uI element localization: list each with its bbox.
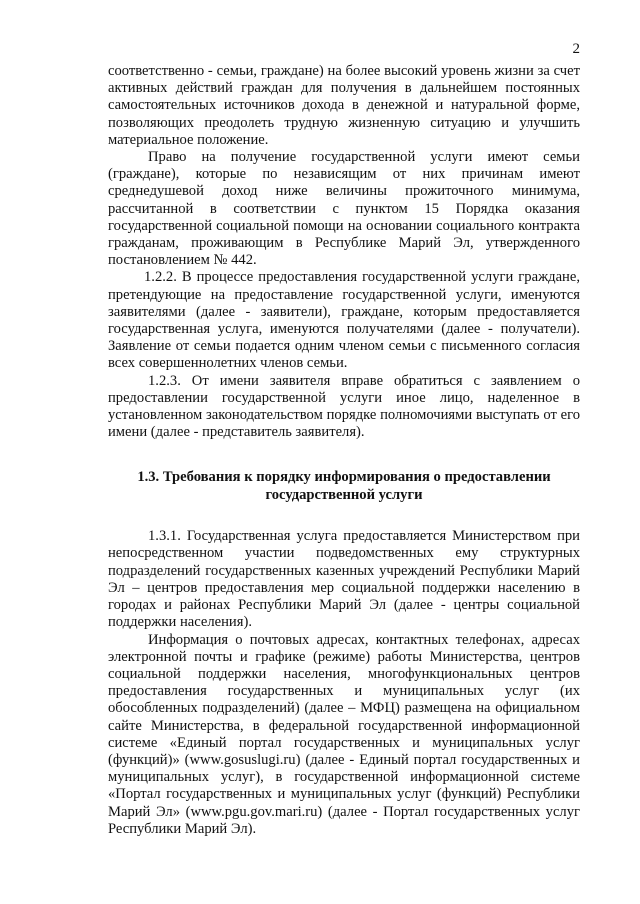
paragraph-eligibility: Право на получение государственной услуги имеют семьи (граждане), которые по независящим от них причинам имеют среднедушевой доход ниже величины прожиточного минимума, рассчитанной в соответствии с пунктом 15 Порядка оказания государственной социальной помощи на основании социального контракта гражданам, проживающим в Республике Марий Эл, утвержденного постановлением № 442. xyxy=(108,149,580,269)
document-body xyxy=(108,63,580,838)
section-heading-line2: государственной услуги xyxy=(265,486,423,503)
document-page xyxy=(108,0,580,904)
paragraph-1-2-3: 1.2.3. От имени заявителя вправе обратиться с заявлением о предоставлении государственной услуги иное лицо, наделенное в установленном законодательством порядке полномочиями выступать от его имени (далее - представитель заявителя). xyxy=(108,372,580,441)
paragraph-1-3-1: 1.3.1. Государственная услуга предоставляется Министерством при непосредственном участии подведомственных ему структурных подразделений государственных казенных учреждений Республики Марий Эл – центров предоставления мер социальной поддержки населению в городах и районах Республики Марий Эл (далее - центры социальной поддержки населения). xyxy=(108,528,580,631)
paragraph-contact-info: Информация о почтовых адресах, контактных телефонах, адресах электронной почты и графике (режиме) работы Министерства, центров социальной поддержки населения, многофункциональных центров предоставления государственных и муниципальных услуг (их обособленных подразделений) (далее – МФЦ) размещена на официальном сайте Министерства, в федеральной государственной информационной системе «Единый портал государственных и муниципальных услуг (функций)» (www.gosuslugi.ru) (далее - Единый портал государственных и муниципальных услуг), в государственной информационной системе «Портал государственных и муниципальных услуг (функций) Республики Марий Эл» (www.pgu.gov.mari.ru) (далее - Портал государственных услуг Республики Марий Эл). xyxy=(108,631,580,837)
section-heading-1-3 xyxy=(108,469,580,504)
paragraph-continuation: соответственно - семьи, граждане) на более высокий уровень жизни за счет активных действий граждан для получения в дальнейшем постоянных самостоятельных источников дохода в денежной и натуральной форме, позволяющих преодолеть трудную жизненную ситуацию и улучшить материальное положение. xyxy=(108,63,580,148)
page-number: 2 xyxy=(572,41,580,57)
section-heading-line1: 1.3. Требования к порядку информирования о предоставлении xyxy=(137,469,551,486)
paragraph-1-2-2: 1.2.2. В процессе предоставления государственной услуги граждане, претендующие на предоставление государственной услуги, именуются заявителями (далее - заявители), граждане, которым предоставляется государственная услуга, именуются получателями (далее - получатели). Заявление от семьи подается одним членом семьи с письменного согласия всех совершеннолетних членов семьи. xyxy=(108,269,580,372)
